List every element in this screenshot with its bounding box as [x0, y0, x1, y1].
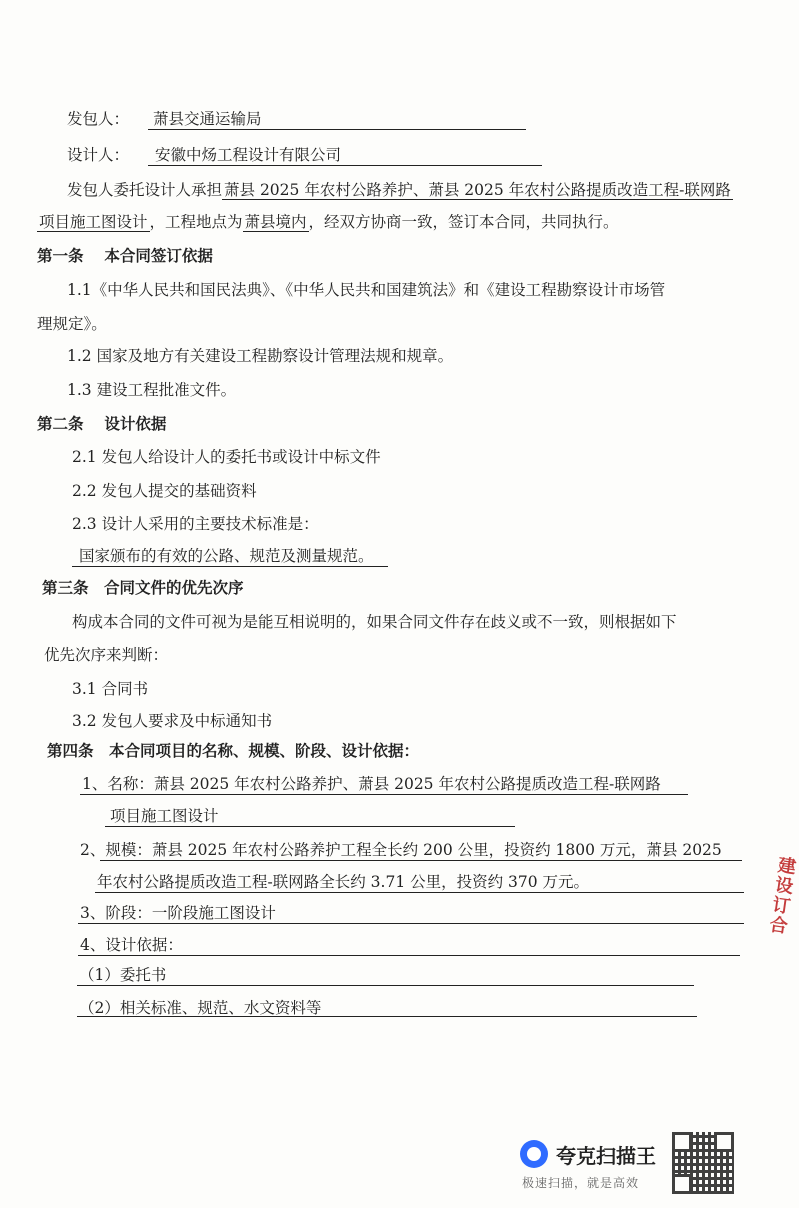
intro-line-1 [67, 180, 733, 200]
article1-item1-line2: 理规定》。 [37, 315, 107, 333]
article4-name-line1: 1、名称：萧县 2025 年农村公路养护、萧县 2025 年农村公路提质改造工程-联网路 [82, 775, 661, 793]
article1-item1-line1: 1.1《中华人民共和国民法典》、《中华人民共和国建筑法》和《建设工程勘察设计市场管 [67, 281, 666, 299]
article4-name-line2: 项目施工图设计 [110, 807, 219, 825]
name-line1-underline [80, 794, 688, 795]
article4-scale-line2: 年农村公路提质改造工程-联网路全长约 3.71 公里，投资约 370 万元。 [97, 873, 590, 891]
project-name-part1: 萧县 2025 年农村公路养护、萧县 2025 年农村公路提质改造工程-联网路 [224, 181, 731, 199]
article2-title: 第二条 设计依据 [37, 414, 167, 433]
side-stamp: 建设订合 [765, 854, 798, 937]
designer-label: 设计人： [67, 146, 130, 164]
qr-finder-icon [672, 1132, 692, 1152]
watermark-app-name: 夸克扫描王 [556, 1144, 656, 1168]
article1-item2: 1.2 国家及地方有关建设工程勘察设计管理法规和规章。 [67, 347, 454, 365]
designer-value: 安徽中炀工程设计有限公司 [155, 146, 342, 164]
article3-desc-line1: 构成本合同的文件可视为是能互相说明的，如果合同文件存在歧义或不一致，则根据如下 [72, 613, 677, 631]
article2-item3: 2.3 设计人采用的主要技术标准是： [72, 515, 319, 533]
designer-underline [148, 165, 542, 166]
scale-line1-underline [100, 860, 742, 861]
article4-basis1: （1）委托书 [79, 966, 167, 984]
intro-prefix: 发包人委托设计人承担 [67, 181, 223, 199]
stage-underline [78, 923, 744, 924]
article4-stage: 3、阶段：一阶段施工图设计 [80, 904, 276, 922]
employer-value: 萧县交通运输局 [153, 110, 262, 128]
article4-basis-title: 4、设计依据： [80, 936, 183, 954]
scale-line2-underline [95, 892, 744, 893]
basis1-underline [77, 985, 694, 986]
qr-code-icon [672, 1132, 734, 1194]
basis2-underline [77, 1016, 697, 1017]
article3-item2: 3.2 发包人要求及中标通知书 [72, 712, 273, 730]
article1-title: 第一条 本合同签订依据 [37, 246, 213, 265]
standard-underline [72, 566, 388, 567]
location-value: 萧县境内 [244, 213, 307, 231]
qr-finder-icon [672, 1174, 692, 1194]
article4-title: 第四条 本合同项目的名称、规模、阶段、设计依据： [47, 741, 420, 760]
name-line2-underline [105, 826, 515, 827]
qr-finder-icon [714, 1132, 734, 1152]
quark-logo-icon [520, 1140, 548, 1168]
scanner-watermark [520, 1132, 732, 1196]
article3-title: 第三条 合同文件的优先次序 [42, 578, 244, 597]
intro-line-2 [37, 212, 619, 232]
article3-item1: 3.1 合同书 [72, 680, 149, 698]
article2-item2: 2.2 发包人提交的基础资料 [72, 482, 257, 500]
location-label: ，工程地点为 [149, 213, 243, 231]
employer-label: 发包人： [67, 110, 130, 128]
basis-title-underline [78, 955, 740, 956]
article4-scale-line1: 2、规模：萧县 2025 年农村公路养护工程全长约 200 公里，投资约 1800 万元，萧县 2025 [80, 841, 722, 859]
project-name-part2: 项目施工图设计 [39, 213, 148, 231]
article2-standard: 国家颁布的有效的公路、规范及测量规范。 [79, 547, 374, 565]
article1-item3: 1.3 建设工程批准文件。 [67, 381, 237, 399]
article2-item1: 2.1 发包人给设计人的委托书或设计中标文件 [72, 448, 381, 466]
intro-suffix: ，经双方协商一致，签订本合同，共同执行。 [308, 213, 619, 231]
watermark-slogan: 极速扫描，就是高效 [522, 1176, 640, 1190]
employer-underline [148, 129, 526, 130]
article3-desc-line2: 优先次序来判断： [44, 646, 169, 664]
article4-basis2: （2）相关标准、规范、水文资料等 [79, 999, 322, 1017]
